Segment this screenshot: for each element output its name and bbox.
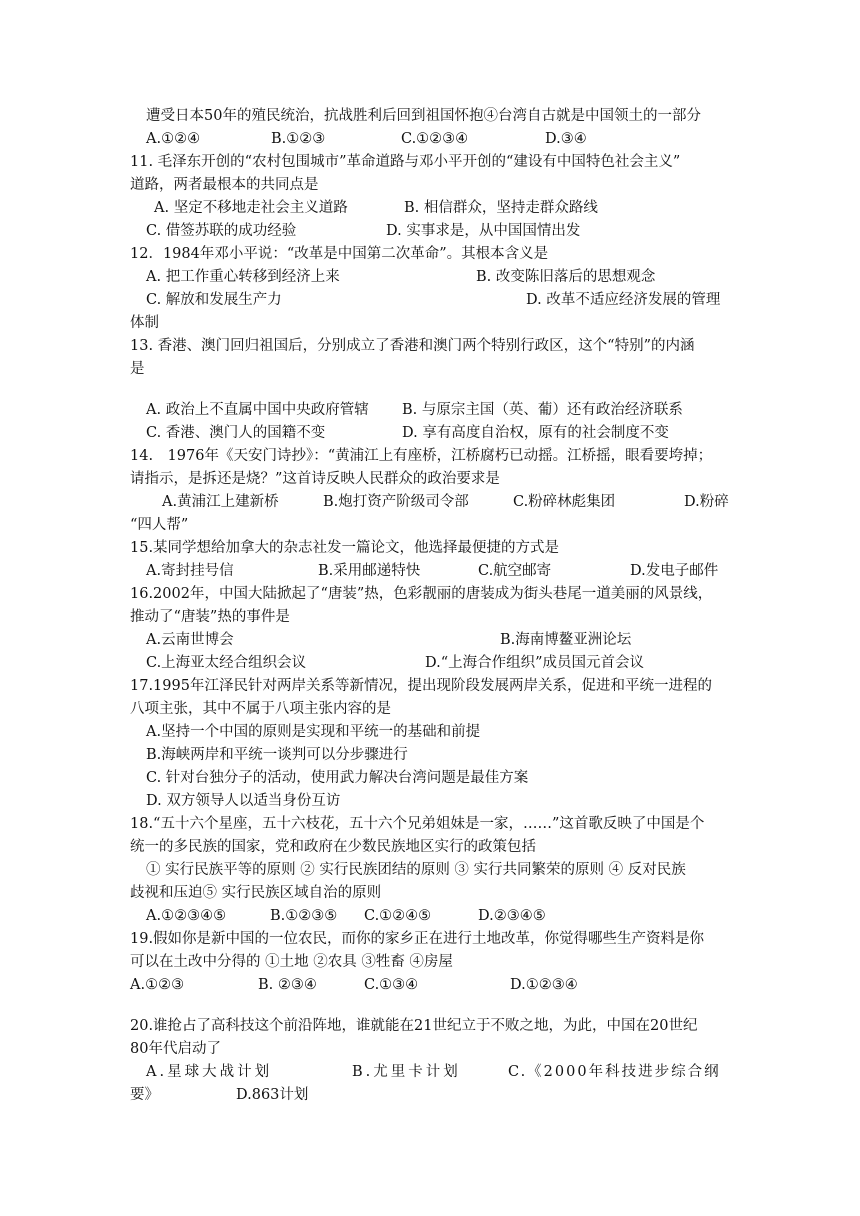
question-12-option-b: B. 改变陈旧落后的思想观念: [476, 269, 656, 285]
question-17-stem-cont: 八项主张，其中不属于八项主张内容的是: [130, 701, 391, 717]
question-14-option-d-cont: “四人帮”: [130, 517, 189, 533]
question-10-option-b: B.①②③: [271, 131, 326, 147]
question-15-option-d: D.发电子邮件: [630, 563, 719, 579]
question-11-option-b: B. 相信群众，坚持走群众路线: [404, 200, 598, 216]
question-20-option-c-cont: 要》: [130, 1087, 159, 1103]
question-11-option-d: D. 实事求是，从中国国情出发: [386, 223, 581, 239]
question-17-option-c: C. 针对台独分子的活动，使用武力解决台湾问题是最佳方案: [146, 770, 529, 786]
question-16-option-b: B.海南博鳌亚洲论坛: [500, 632, 632, 648]
question-10-option-d: D.③④: [545, 131, 587, 147]
question-15-stem: 15.某同学想给加拿大的杂志社发一篇论文，他选择最便捷的方式是: [130, 540, 560, 556]
question-18-option-d: D.②③④⑤: [478, 908, 546, 924]
question-17-option-a: A.坚持一个中国的原则是实现和平统一的基础和前提: [146, 724, 481, 740]
question-17-option-d: D. 双方领导人以适当身份互访: [146, 793, 341, 809]
question-13-option-a: A. 政治上不直属中国中央政府管辖: [146, 402, 369, 418]
question-16-option-c: C.上海亚太经合组织会议: [146, 655, 307, 671]
question-14-option-a: A.黄浦江上建新桥: [162, 494, 279, 510]
question-16-stem: 16.2002年，中国大陆掀起了“唐装”热，色彩靓丽的唐装成为街头巷尾一道美丽的风景线，: [130, 586, 713, 602]
question-20-option-c: C.《2000年科技进步综合纲: [508, 1064, 721, 1080]
question-14-stem: 14. 1976年《天安门诗抄》：“黄浦江上有座桥，江桥腐朽已动摇。江桥摇，眼看要垮掉；: [130, 448, 713, 464]
question-17-option-b: B.海峡两岸和平统一谈判可以分步骤进行: [146, 747, 408, 763]
question-11-stem-cont: 道路，两者最根本的共同点是: [130, 177, 319, 193]
question-10-stem-tail: 遭受日本50年的殖民统治，抗战胜利后回到祖国怀抱④台湾自古就是中国领土的一部分: [146, 108, 701, 124]
question-18-option-a: A.①②③④⑤: [146, 908, 227, 924]
question-15-option-b: B.采用邮递特快: [318, 563, 421, 579]
question-20-stem-cont: 80年代启动了: [130, 1041, 221, 1057]
question-11-option-a: A. 坚定不移地走社会主义道路: [154, 200, 348, 216]
question-10-option-a: A.①②④: [146, 131, 201, 147]
question-13-stem: 13. 香港、澳门回归祖国后，分别成立了香港和澳门两个特别行政区，这个“特别”的内涵: [130, 338, 695, 354]
question-14-option-b: B.炮打资产阶级司令部: [323, 494, 469, 510]
question-14-option-c: C.粉碎林彪集团: [513, 494, 616, 510]
question-16-option-a: A.云南世博会: [146, 632, 234, 648]
question-13-option-d: D. 享有高度自治权，原有的社会制度不变: [402, 425, 669, 441]
question-19-stem-cont: 可以在土改中分得的 ①土地 ②农具 ③牲畜 ④房屋: [130, 954, 453, 970]
question-19-option-a: A.①②③: [130, 977, 185, 993]
question-15-option-c: C.航空邮寄: [478, 563, 552, 579]
question-18-statements: ① 实行民族平等的原则 ② 实行民族团结的原则 ③ 实行共同繁荣的原则 ④ 反对民族: [146, 862, 686, 878]
question-18-stem-cont: 统一的多民族的国家，党和政府在少数民族地区实行的政策包括: [130, 839, 536, 855]
question-15-option-a: A.寄封挂号信: [146, 563, 234, 579]
question-17-stem: 17.1995年江泽民针对两岸关系等新情况，提出现阶段发展两岸关系，促进和平统一进程的: [130, 678, 712, 694]
question-19-option-d: D.①②③④: [510, 977, 578, 993]
question-18-option-b: B.①②③⑤: [270, 908, 338, 924]
question-20-option-d: D.863计划: [236, 1087, 309, 1103]
question-16-stem-cont: 推动了“唐装”热的事件是: [130, 609, 290, 625]
question-16-option-d: D.“上海合作组织”成员国元首会议: [425, 655, 645, 671]
question-11-option-c: C. 借签苏联的成功经验: [146, 223, 297, 239]
question-12-stem: 12．1984年邓小平说：“改革是中国第二次革命”。其根本含义是: [130, 246, 549, 262]
question-13-option-b: B. 与原宗主国（英、葡）还有政治经济联系: [402, 402, 683, 418]
question-14-option-d: D.粉碎: [684, 494, 729, 510]
question-18-statements-cont: 歧视和压迫⑤ 实行民族区域自治的原则: [130, 885, 382, 901]
question-14-stem-cont: 请指示，是拆还是烧？”这首诗反映人民群众的政治要求是: [130, 471, 500, 487]
question-19-stem: 19.假如你是新中国的一位农民，而你的家乡正在进行土地改革，你觉得哪些生产资料是你: [130, 931, 705, 947]
question-12-option-d-cont: 体制: [130, 315, 159, 331]
question-12-option-d: D. 改革不适应经济发展的管理: [526, 292, 721, 308]
question-18-option-c: C.①②④⑤: [364, 908, 432, 924]
question-18-stem: 18.“五十六个星座，五十六枝花，五十六个兄弟姐妹是一家，……”这首歌反映了中国是个: [130, 816, 705, 832]
question-20-option-b: B.尤里卡计划: [352, 1064, 461, 1080]
question-11-stem: 11. 毛泽东开创的“农村包围城市”革命道路与邓小平开创的“建设有中国特色社会主义”: [130, 154, 681, 170]
question-13-stem-cont: 是: [130, 361, 145, 377]
question-13-option-c: C. 香港、澳门人的国籍不变: [146, 425, 326, 441]
question-10-option-c: C.①②③④: [401, 131, 469, 147]
question-12-option-a: A. 把工作重心转移到经济上来: [146, 269, 340, 285]
question-20-option-a: A.星球大战计划: [146, 1064, 273, 1080]
question-19-option-b: B. ②③④: [258, 977, 317, 993]
question-19-option-c: C.①③④: [364, 977, 419, 993]
question-20-stem: 20.谁抢占了高科技这个前沿阵地，谁就能在21世纪立于不败之地，为此，中国在20世纪: [130, 1018, 698, 1034]
question-12-option-c: C. 解放和发展生产力: [146, 292, 282, 308]
